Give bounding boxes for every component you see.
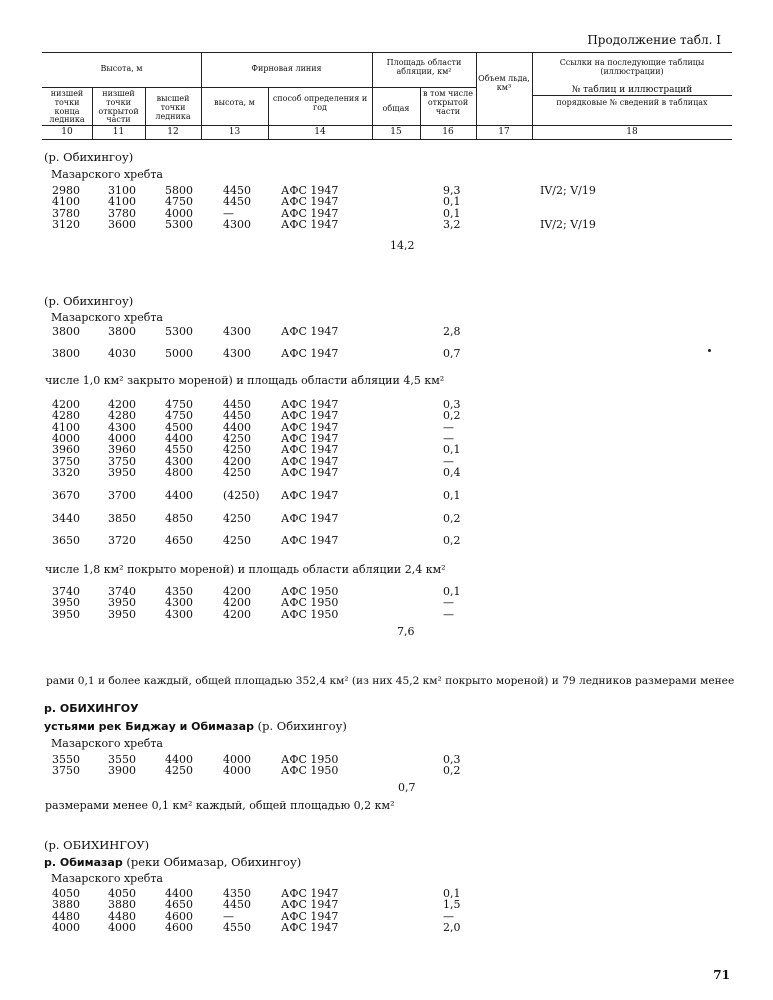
cell-ablation-area-open: — <box>443 454 454 468</box>
cell-ablation-area-open: 0,2 <box>443 764 461 778</box>
cell-low-open-height: 3880 <box>108 898 136 912</box>
cell-firn-method: АФС 1947 <box>281 465 339 479</box>
cell-top-height: 4650 <box>165 898 193 912</box>
cell-ablation-area-open: — <box>443 909 454 923</box>
cell-firn-method: АФС 1947 <box>281 511 339 525</box>
section-total: 7,6 <box>397 625 415 638</box>
cell-low-end-height: 3320 <box>52 465 80 479</box>
header-height-group: Высота, м <box>100 64 143 73</box>
cell-ablation-area-open: 0,3 <box>443 753 461 766</box>
cell-low-end-height: 4280 <box>52 409 80 423</box>
cell-top-height: 4350 <box>165 585 193 598</box>
cell-low-end-height: 3800 <box>52 325 80 338</box>
cell-low-open-height: 3900 <box>108 764 136 778</box>
cell-firn-height: (4250) <box>223 489 260 502</box>
header-col15: общая <box>382 104 410 113</box>
cell-top-height: 4000 <box>165 206 193 220</box>
cell-firn-method: АФС 1947 <box>281 454 339 468</box>
cell-firn-method: АФС 1950 <box>281 607 339 621</box>
river-mouths-label: устьями рек Биджау и Обимазар <box>44 720 254 733</box>
cell-low-end-height: 4480 <box>52 909 80 923</box>
cell-top-height: 4500 <box>165 420 193 434</box>
cell-low-open-height: 3720 <box>108 534 136 547</box>
cell-low-open-height: 4480 <box>108 909 136 923</box>
cell-firn-height: 4300 <box>223 347 251 360</box>
section-note: числе 1,8 км² покрыто мореной) и площадь области абляции 2,4 км² <box>45 563 446 576</box>
cell-low-end-height: 3960 <box>52 443 80 457</box>
cell-ablation-area-open: — <box>443 596 454 610</box>
cell-top-height: 5800 <box>165 184 193 197</box>
cell-firn-height: 4200 <box>223 585 251 598</box>
cell-firn-height: 4250 <box>223 443 251 457</box>
colnum-12: 12 <box>167 127 179 137</box>
cell-firn-height: 4350 <box>223 887 251 900</box>
cell-ablation-area-open: 2,8 <box>443 325 461 338</box>
cell-firn-height: 4000 <box>223 764 251 778</box>
colnum-17: 17 <box>498 127 510 137</box>
header-col13: высота, м <box>214 98 255 107</box>
section-total: 14,2 <box>390 239 415 252</box>
section-title: (р. Обихингоу) <box>44 150 134 164</box>
header-refs-group: Ссылки на последующие таблицы (иллюстрации) <box>559 58 705 76</box>
cell-top-height: 4400 <box>165 887 193 900</box>
cell-low-open-height: 3800 <box>108 325 136 338</box>
cell-low-end-height: 3750 <box>52 454 80 468</box>
cell-firn-method: АФС 1947 <box>281 887 339 900</box>
river-label-rest: (реки Обимазар, Обихингоу) <box>122 855 302 869</box>
cell-low-end-height: 3950 <box>52 607 80 621</box>
river-label-rest: (р. Обихингоу) <box>253 719 347 733</box>
cell-low-open-height: 4050 <box>108 887 136 900</box>
cell-ablation-area-open: 0,2 <box>443 511 461 525</box>
cell-firn-method: АФС 1950 <box>281 753 339 766</box>
section-note: числе 1,0 км² закрыто мореной) и площадь области абляции 4,5 км² <box>45 374 445 387</box>
colnum-13: 13 <box>228 127 241 137</box>
header-refs-sub2: порядковые № сведений в таблицах <box>556 98 708 107</box>
cell-low-open-height: 3700 <box>108 489 136 502</box>
cell-top-height: 4400 <box>165 431 193 445</box>
cell-firn-method: АФС 1947 <box>281 206 339 220</box>
cell-low-open-height: 3750 <box>108 454 136 468</box>
cell-top-height: 4250 <box>165 764 193 778</box>
colnum-14: 14 <box>314 127 326 137</box>
cell-top-height: 5300 <box>165 217 193 231</box>
cell-refs: IV/2; V/19 <box>540 217 596 231</box>
cell-low-open-height: 4280 <box>108 409 136 423</box>
section-title: р. ОБИХИНГОУ <box>44 702 139 715</box>
cell-low-open-height: 4030 <box>108 347 136 360</box>
cell-firn-height: 4300 <box>223 325 251 338</box>
header-col11: низшей точки открытой части <box>98 89 139 125</box>
cell-low-end-height: 3650 <box>52 534 80 547</box>
cell-top-height: 4750 <box>165 409 193 423</box>
cell-top-height: 4600 <box>165 920 193 934</box>
cell-ablation-area-open: 0,1 <box>443 489 461 502</box>
cell-low-end-height: 2980 <box>52 184 80 197</box>
cell-firn-method: АФС 1947 <box>281 195 339 209</box>
cell-low-end-height: 4200 <box>52 398 80 411</box>
cell-low-open-height: 4000 <box>108 920 136 934</box>
cell-firn-method: АФС 1947 <box>281 217 339 231</box>
cell-firn-height: — <box>223 206 234 220</box>
cell-low-open-height: 3960 <box>108 443 136 457</box>
cell-firn-method: АФС 1947 <box>281 431 339 445</box>
section-subtitle: Мазарского хребта <box>51 311 163 324</box>
cell-top-height: 4750 <box>165 195 193 209</box>
header-col10: низшей точки конца ледника <box>49 89 85 125</box>
section-subtitle: Мазарского хребта <box>51 872 163 885</box>
section-title: (р. ОБИХИНГОУ) <box>44 838 150 852</box>
header-col16: в том числе открытой части <box>423 89 473 116</box>
cell-low-end-height: 3780 <box>52 206 80 220</box>
cell-low-open-height: 3740 <box>108 585 136 598</box>
cell-firn-method: АФС 1947 <box>281 443 339 457</box>
cell-ablation-area-open: 0,1 <box>443 195 461 209</box>
cell-ablation-area-open: 0,1 <box>443 887 461 900</box>
cell-firn-height: 4250 <box>223 534 251 547</box>
cell-low-open-height: 3850 <box>108 511 136 525</box>
cell-top-height: 4300 <box>165 607 193 621</box>
cell-firn-method: АФС 1950 <box>281 764 339 778</box>
section-subtitle: Мазарского хребта <box>51 168 163 181</box>
cell-top-height: 5300 <box>165 325 193 338</box>
cell-low-open-height: 3950 <box>108 596 136 610</box>
cell-low-end-height: 4100 <box>52 420 80 434</box>
cell-ablation-area-open: 0,7 <box>443 347 461 360</box>
cell-firn-height: 4450 <box>223 409 251 423</box>
cell-firn-height: 4200 <box>223 596 251 610</box>
cell-firn-height: 4450 <box>223 398 251 411</box>
cell-ablation-area-open: 0,2 <box>443 534 461 547</box>
cell-firn-method: АФС 1947 <box>281 409 339 423</box>
cell-low-end-height: 4050 <box>52 887 80 900</box>
section-total: 0,7 <box>398 781 416 794</box>
cell-low-end-height: 4000 <box>52 920 80 934</box>
cell-firn-height: 4450 <box>223 195 251 209</box>
cell-top-height: 4300 <box>165 596 193 610</box>
cell-low-end-height: 3670 <box>52 489 80 502</box>
section-subtitle <box>44 855 301 869</box>
cell-firn-height: — <box>223 909 234 923</box>
cell-low-end-height: 3120 <box>52 217 80 231</box>
cell-ablation-area-open: 3,2 <box>443 217 461 231</box>
speck-mark <box>708 349 711 352</box>
cell-low-end-height: 3550 <box>52 753 80 766</box>
cell-low-end-height: 3880 <box>52 898 80 912</box>
section-subtitle: Мазарского хребта <box>51 737 163 750</box>
header-area-group: Площадь области абляции, км² <box>386 58 462 76</box>
cell-firn-height: 4300 <box>223 217 251 231</box>
colnum-11: 11 <box>112 127 125 137</box>
cell-firn-method: АФС 1947 <box>281 184 339 197</box>
cell-firn-height: 4250 <box>223 511 251 525</box>
cell-top-height: 5000 <box>165 347 193 360</box>
cell-firn-height: 4450 <box>223 898 251 912</box>
section-note: рами 0,1 и более каждый, общей площадью 352,4 км² (из них 45,2 км² покрыто мореной) и 79 ледников размерами менее <box>46 675 735 687</box>
colnum-10: 10 <box>61 127 73 137</box>
header-refs-sub1: № таблиц и иллюстраций <box>571 85 693 95</box>
cell-firn-method: АФС 1947 <box>281 489 339 502</box>
cell-firn-method: АФС 1950 <box>281 596 339 610</box>
cell-top-height: 4400 <box>165 489 193 502</box>
cell-ablation-area-open: 1,5 <box>443 898 461 912</box>
cell-low-end-height: 3740 <box>52 585 80 598</box>
cell-firn-height: 4550 <box>223 920 251 934</box>
cell-firn-height: 4250 <box>223 465 251 479</box>
header-firn-group: Фирновая линия <box>251 64 322 73</box>
page-number: 71 <box>713 968 730 982</box>
table-header <box>42 52 732 140</box>
cell-low-open-height: 4100 <box>108 195 136 209</box>
cell-firn-method: АФС 1947 <box>281 920 339 934</box>
cell-low-open-height: 4200 <box>108 398 136 411</box>
cell-low-end-height: 3800 <box>52 347 80 360</box>
cell-firn-height: 4400 <box>223 420 251 434</box>
cell-top-height: 4600 <box>165 909 193 923</box>
cell-ablation-area-open: — <box>443 607 454 621</box>
cell-firn-height: 4250 <box>223 431 251 445</box>
section-title: (р. Обихингоу) <box>44 294 134 308</box>
river-name-label: р. Обимазар <box>44 856 123 869</box>
cell-low-open-height: 3950 <box>108 607 136 621</box>
cell-ablation-area-open: — <box>443 431 454 445</box>
cell-firn-height: 4200 <box>223 454 251 468</box>
section-note: размерами менее 0,1 км² каждый, общей площадью 0,2 км² <box>45 799 395 812</box>
cell-low-open-height: 3950 <box>108 465 136 479</box>
cell-ablation-area-open: 0,1 <box>443 585 461 598</box>
cell-ablation-area-open: 0,1 <box>443 443 461 457</box>
cell-firn-method: АФС 1947 <box>281 325 339 338</box>
colnum-16: 16 <box>442 127 454 137</box>
cell-firn-method: АФС 1947 <box>281 534 339 547</box>
cell-firn-method: АФС 1950 <box>281 585 339 598</box>
header-col12: высшей точки ледника <box>155 94 191 121</box>
cell-firn-method: АФС 1947 <box>281 898 339 912</box>
cell-ablation-area-open: 0,4 <box>443 465 461 479</box>
cell-refs: IV/2; V/19 <box>540 184 596 197</box>
cell-top-height: 4750 <box>165 398 193 411</box>
cell-firn-height: 4450 <box>223 184 251 197</box>
cell-low-open-height: 3600 <box>108 217 136 231</box>
section-subtitle <box>44 719 347 733</box>
cell-low-open-height: 3100 <box>108 184 136 197</box>
cell-top-height: 4300 <box>165 454 193 468</box>
cell-firn-height: 4000 <box>223 753 251 766</box>
cell-top-height: 4850 <box>165 511 193 525</box>
cell-low-end-height: 4000 <box>52 431 80 445</box>
cell-top-height: 4650 <box>165 534 193 547</box>
cell-low-end-height: 4100 <box>52 195 80 209</box>
cell-firn-method: АФС 1947 <box>281 420 339 434</box>
colnum-18: 18 <box>626 127 638 137</box>
cell-ablation-area-open: 0,2 <box>443 409 461 423</box>
header-col14: способ определения и год <box>272 94 368 112</box>
cell-ablation-area-open: 9,3 <box>443 184 461 197</box>
cell-low-open-height: 3550 <box>108 753 136 766</box>
cell-low-end-height: 3440 <box>52 511 80 525</box>
cell-firn-method: АФС 1947 <box>281 347 339 360</box>
cell-low-open-height: 3780 <box>108 206 136 220</box>
cell-top-height: 4800 <box>165 465 193 479</box>
cell-top-height: 4550 <box>165 443 193 457</box>
cell-ablation-area-open: 2,0 <box>443 920 461 934</box>
cell-ablation-area-open: 0,1 <box>443 206 461 220</box>
cell-firn-height: 4200 <box>223 607 251 621</box>
cell-ablation-area-open: — <box>443 420 454 434</box>
cell-firn-method: АФС 1947 <box>281 398 339 411</box>
cell-firn-method: АФС 1947 <box>281 909 339 923</box>
cell-low-open-height: 4300 <box>108 420 136 434</box>
cell-low-open-height: 4000 <box>108 431 136 445</box>
colnum-15: 15 <box>390 127 402 137</box>
continuation-label: Продолжение табл. I <box>587 33 721 47</box>
cell-ablation-area-open: 0,3 <box>443 398 461 411</box>
cell-low-end-height: 3750 <box>52 764 80 778</box>
cell-low-end-height: 3950 <box>52 596 80 610</box>
header-volume: Объем льда, км³ <box>478 74 530 92</box>
cell-top-height: 4400 <box>165 753 193 766</box>
